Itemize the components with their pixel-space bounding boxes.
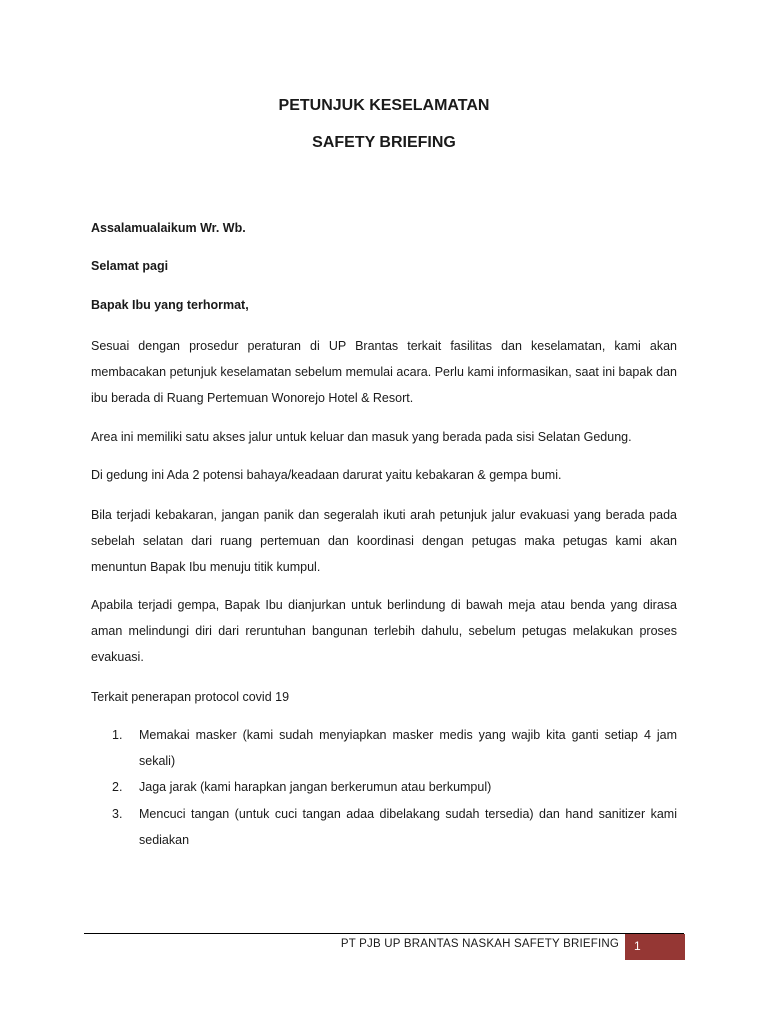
greeting-audience: Bapak Ibu yang terhormat, — [91, 298, 249, 312]
list-text: Memakai masker (kami sudah menyiapkan masker medis yang wajib kita ganti setiap 4 jam sekali) — [139, 728, 677, 768]
list-number: 2. — [112, 780, 123, 794]
greeting-salam: Assalamualaikum Wr. Wb. — [91, 221, 246, 235]
page-number-box — [625, 934, 685, 960]
document-subtitle: SAFETY BRIEFING — [312, 134, 456, 151]
paragraph-gempa: Apabila terjadi gempa, Bapak Ibu dianjurkan untuk berlindung di bawah meja atau benda yang dirasa aman melindungi diri dari reruntuhan bangunan terlebih dahulu, sebelum petugas melakukan proses evakuasi. — [91, 598, 677, 664]
paragraph-kebakaran: Bila terjadi kebakaran, jangan panik dan segeralah ikuti arah petunjuk jalur evakuasi yang berada pada sebelah selatan dari ruang pertemuan dan koordinasi dengan petugas maka petugas kami akan menuntun Bapak Ibu menuju titik kumpul. — [91, 508, 677, 574]
document-title: PETUNJUK KESELAMATAN — [278, 97, 490, 114]
list-text: Jaga jarak (kami harapkan jangan berkerumun atau berkumpul) — [139, 780, 492, 794]
list-text: Mencuci tangan (untuk cuci tangan adaa dibelakang sudah tersedia) dan hand sanitizer kami sediakan — [139, 807, 677, 847]
list-number: 3. — [112, 807, 123, 821]
greeting-pagi: Selamat pagi — [91, 259, 169, 273]
list-item — [112, 774, 677, 800]
list-item — [112, 722, 677, 774]
paragraph-covid: Terkait penerapan protocol covid 19 — [91, 690, 290, 704]
paragraph-prosedur: Sesuai dengan prosedur peraturan di UP Brantas terkait fasilitas dan keselamatan, kami akan membacakan petunjuk keselamatan sebelum memulai acara. Perlu kami informasikan, saat ini bapak dan ibu berada di Ruang Pertemuan Wonorejo Hotel & Resort. — [91, 339, 677, 405]
footer-title: PT PJB UP BRANTAS NASKAH SAFETY BRIEFING — [340, 938, 619, 950]
page-number: 1 — [634, 939, 641, 953]
paragraph-akses: Area ini memiliki satu akses jalur untuk keluar dan masuk yang berada pada sisi Selatan Gedung. — [91, 430, 632, 444]
list-item — [112, 801, 677, 853]
footer-rule — [84, 933, 684, 934]
list-number: 1. — [112, 728, 123, 742]
paragraph-potensi-bahaya: Di gedung ini Ada 2 potensi bahaya/keadaan darurat yaitu kebakaran & gempa bumi. — [91, 468, 562, 482]
